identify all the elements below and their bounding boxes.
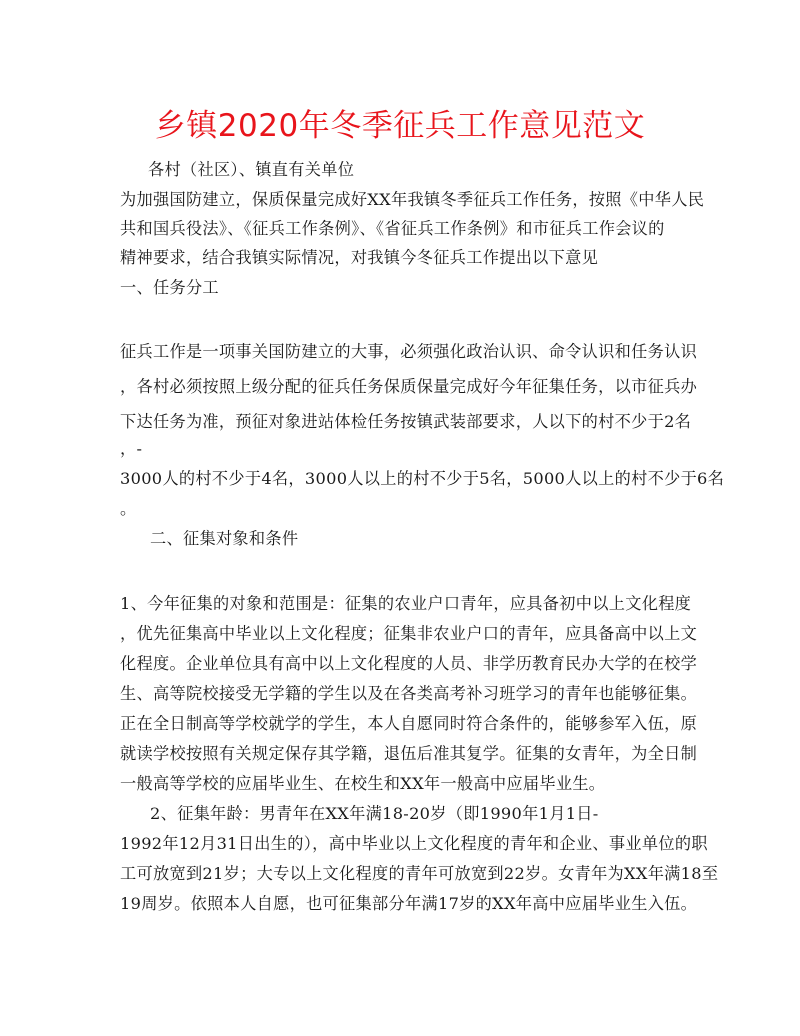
paragraph-line: 生、高等院校接受无学籍的学生以及在各类高考补习班学习的青年也能够征集。: [120, 684, 698, 703]
paragraph-line: 化程度。企业单位具有高中以上文化程度的人员、非学历教育民办大学的在校学: [120, 654, 698, 673]
addressee-line: 各村（社区）、镇直有关单位: [148, 160, 355, 179]
paragraph-line: 一般高等学校的应届毕业生、在校生和XX年一般高中应届毕业生。: [120, 774, 606, 793]
paragraph-line: 工可放宽到21岁；大专以上文化程度的青年可放宽到22岁。女青年为XX年满18至: [120, 864, 719, 883]
paragraph-line: 1、今年征集的对象和范围是：征集的农业户口青年，应具备初中以上文化程度: [120, 594, 692, 613]
paragraph-line: 精神要求，结合我镇实际情况，对我镇今冬征兵工作提出以下意见: [120, 248, 599, 267]
paragraph-line: ，优先征集高中毕业以上文化程度；征集非农业户口的青年，应具备高中以上文: [120, 624, 698, 643]
paragraph-line: 为加强国防建立，保质保量完成好XX年我镇冬季征兵工作任务，按照《中华人民: [120, 190, 705, 209]
paragraph-line: 19周岁。依照本人自愿，也可征集部分年满17岁的XX年高中应届毕业生入伍。: [120, 894, 698, 913]
paragraph-line: ，各村必须按照上级分配的征兵任务保质保量完成好今年征集任务，以市征兵办: [120, 377, 698, 396]
paragraph-line: 下达任务为准，预征对象进站体检任务按镇武装部要求，人以下的村不少于2名: [120, 412, 692, 431]
section-heading: 一、任务分工: [120, 278, 219, 297]
paragraph-line: 。: [120, 499, 137, 518]
section-heading: 二、征集对象和条件: [150, 529, 299, 548]
paragraph-line: 正在全日制高等学校就学的学生，本人自愿同时符合条件的，能够参军入伍，原: [120, 714, 698, 733]
paragraph-line: 3000人的村不少于4名，3000人以上的村不少于5名，5000人以上的村不少于6名: [120, 469, 725, 488]
paragraph-line: 征兵工作是一项事关国防建立的大事，必须强化政治认识、命令认识和任务认识: [120, 342, 698, 361]
paragraph-line: ，-: [120, 439, 143, 458]
document-title: 乡镇2020年冬季征兵工作意见范文: [154, 108, 646, 144]
paragraph-line: 就读学校按照有关规定保存其学籍，退伍后准其复学。征集的女青年，为全日制: [120, 744, 698, 763]
paragraph-line: 1992年12月31日出生的），高中毕业以上文化程度的青年和企业、事业单位的职: [120, 834, 708, 853]
paragraph-line: 2、征集年龄：男青年在XX年满18-20岁（即1990年1月1日-: [150, 804, 599, 823]
paragraph-line: 共和国兵役法》、《征兵工作条例》、《省征兵工作条例》和市征兵工作会议的: [120, 219, 665, 238]
